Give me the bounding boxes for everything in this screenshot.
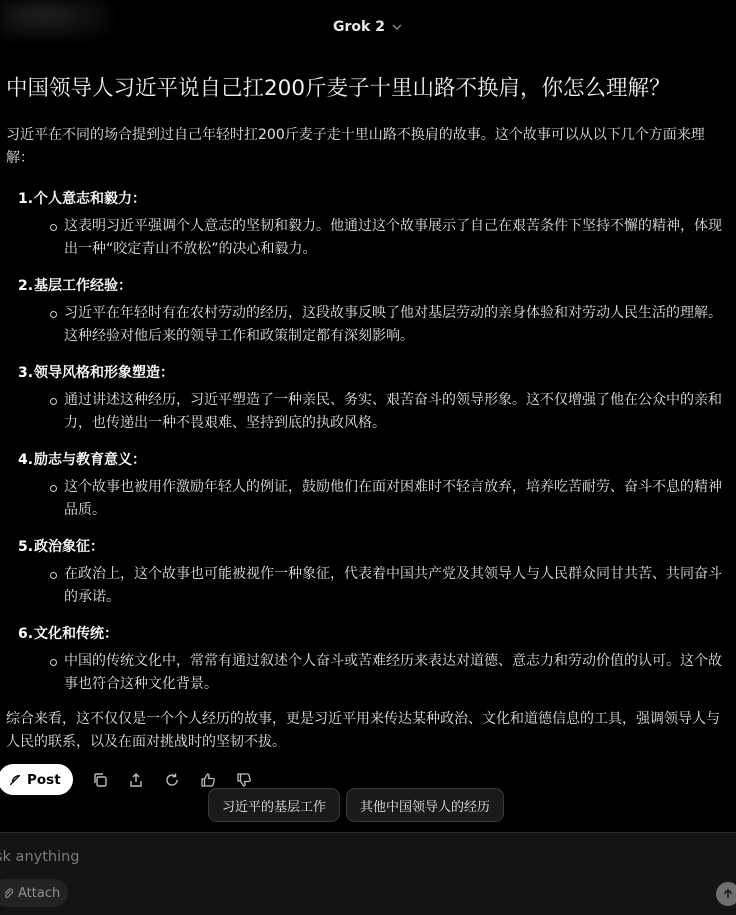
point-number: 2. [18,278,34,294]
point-title: 个人意志和毅力： [34,191,146,207]
chevron-down-icon [391,21,403,33]
point-title: 励志与教育意义： [34,452,146,468]
point-number: 1. [18,191,34,207]
attach-label: Attach [18,885,61,901]
point-detail: 通过讲述这种经历，习近平塑造了一种亲民、务实、艰苦奋斗的领导形象。这不仅增强了他在公众中的亲和力，也传递出一种不畏艰难、坚持到底的执政风格。 [6,389,726,435]
point-detail: 在政治上，这个故事也可能被视作一种象征，代表着中国共产党及其领导人与人民群众同甘共苦、共同奋斗的承诺。 [6,563,726,609]
point-detail: 习近平在年轻时有在农村劳动的经历，这段故事反映了他对基层劳动的亲身体验和对劳动人民生活的理解。这种经验对他后来的领导工作和政策制定都有深刻影响。 [6,302,726,348]
feather-icon [8,773,22,787]
answer-point [6,449,726,522]
answer-point [6,623,726,696]
user-question: 中国领导人习近平说自己扛200斤麦子十里山路不换肩，你怎么理解？ [6,76,671,101]
thumbs-down-icon[interactable] [235,771,253,789]
point-number: 4. [18,452,34,468]
answer-point [6,275,726,348]
point-title: 领导风格和形象塑造： [34,365,174,381]
assistant-answer [6,124,726,754]
thumbs-up-icon[interactable] [199,771,217,789]
point-title: 政治象征： [34,539,104,555]
ask-input[interactable] [0,843,597,871]
arrow-up-icon [722,888,734,900]
point-number: 3. [18,365,34,381]
answer-points [6,188,726,696]
attach-button[interactable] [0,879,68,907]
model-selector[interactable] [333,19,403,35]
point-detail: 这个故事也被用作激励年轻人的例证，鼓励他们在面对困难时不轻言放弃，培养吃苦耐劳、奋斗不息的精神品质。 [6,476,726,522]
send-button[interactable] [716,882,736,906]
post-label: Post [27,771,61,788]
point-title: 基层工作经验： [34,278,132,294]
answer-summary: 综合来看，这不仅仅是一个个人经历的故事，更是习近平用来传达某种政治、文化和道德信息的工具，强调领导人与人民的联系，以及在面对挑战时的坚韧不拔。 [6,711,720,750]
answer-point [6,536,726,609]
regenerate-icon[interactable] [163,771,181,789]
point-number: 6. [18,626,34,642]
copy-icon[interactable] [91,771,109,789]
answer-intro: 习近平在不同的场合提到过自己年轻时扛200斤麦子走十里山路不换肩的故事。这个故事可以从以下几个方面来理解： [6,127,705,166]
point-title: 文化和传统： [34,626,118,642]
composer [0,832,736,915]
top-bar [0,0,736,54]
point-detail: 这表明习近平强调个人意志的坚韧和毅力。他通过这个故事展示了自己在艰苦条件下坚持不懈的精神，体现出一种“咬定青山不放松”的决心和毅力。 [6,215,726,261]
paperclip-icon [2,887,14,899]
point-detail: 中国的传统文化中，常常有通过叙述个人奋斗或苦难经历来表达对道德、意志力和劳动价值的认可。这个故事也符合这种文化背景。 [6,650,726,696]
post-button[interactable] [0,764,73,795]
point-number: 5. [18,539,34,555]
suggestion-chip[interactable]: 其他中国领导人的经历 [346,788,504,822]
model-name: Grok 2 [333,19,385,35]
follow-up-suggestions [208,788,504,822]
answer-point [6,188,726,261]
answer-point [6,362,726,435]
share-icon[interactable] [127,771,145,789]
suggestion-chip[interactable]: 习近平的基层工作 [208,788,340,822]
